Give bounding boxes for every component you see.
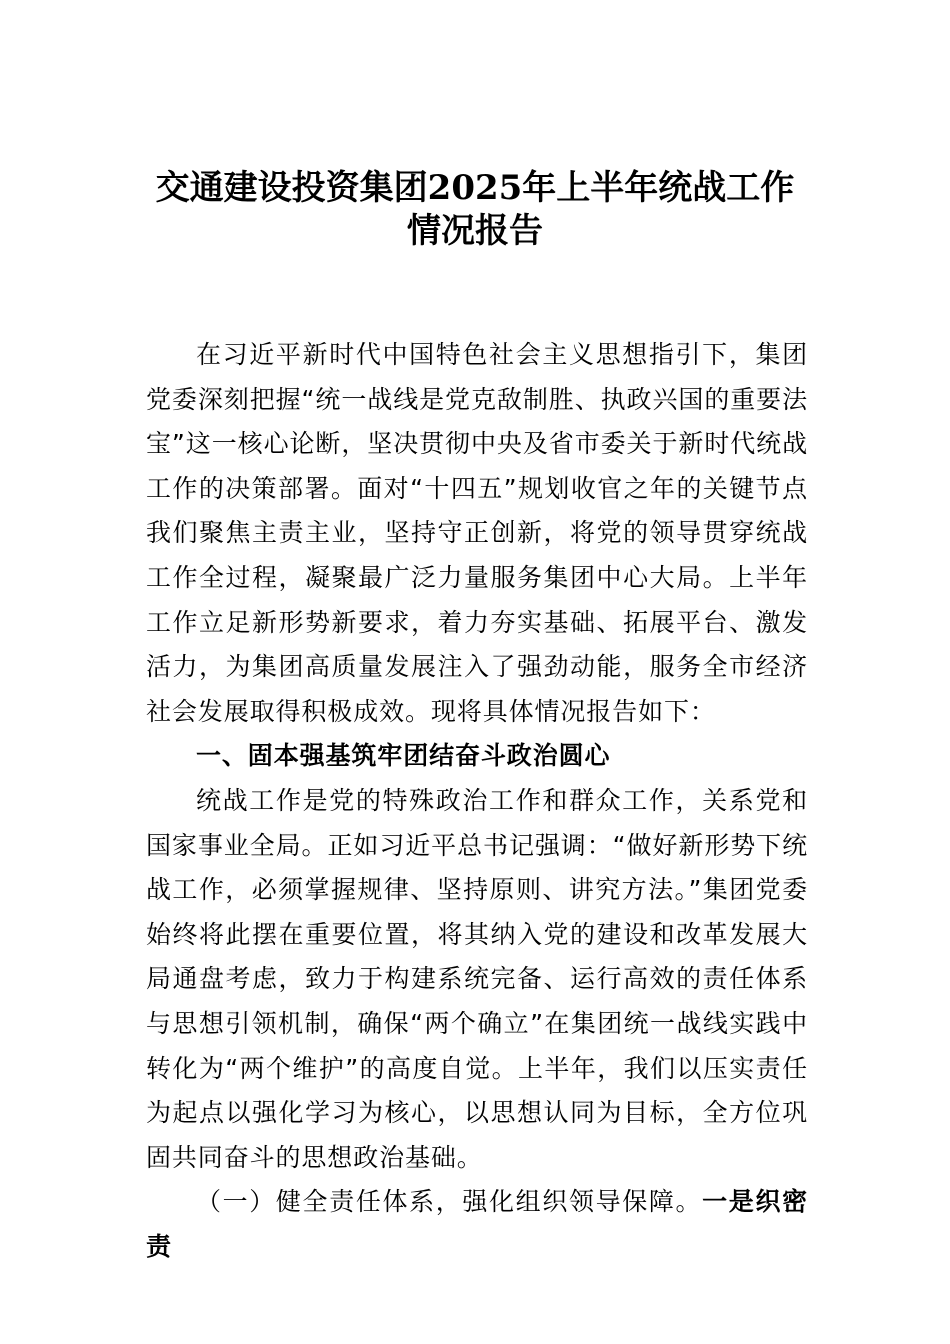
document-body — [146, 333, 808, 1269]
intro-paragraph: 在习近平新时代中国特色社会主义思想指引下，集团党委深刻把握“统一战线是党克敌制胜、执政兴国的重要法宝”这一核心论断，坚决贯彻中央及省市委关于新时代统战工作的决策部署。面对“十四五”规划收官之年的关键节点我们聚焦主责主业，坚持守正创新，将党的领导贯穿统战工作全过程，凝聚最广泛力量服务集团中心大局。上半年工作立足新形势新要求，着力夯实基础、拓展平台、激发活力，为集团高质量发展注入了强劲动能，服务全市经济社会发展取得积极成效。现将具体情况报告如下： — [146, 340, 808, 726]
document-title-line1: 交通建设投资集团2025年上半年统战工作 — [155, 168, 795, 208]
section1-paragraph: 统战工作是党的特殊政治工作和群众工作，关系党和国家事业全局。正如习近平总书记强调：“做好新形势下统战工作，必须掌握规律、坚持原则、讲究方法。”集团党委始终将此摆在重要位置，将其纳入党的建设和改革发展大局通盘考虑，致力于构建系统完备、运行高效的责任体系与思想引领机制，确保“两个确立”在集团统一战线实践中转化为“两个维护”的高度自觉。上半年，我们以压实责任为起点以强化学习为核心，以思想认同为目标，全方位巩固共同奋斗的思想政治基础。 — [146, 785, 808, 1172]
subsection1-heading: （一）健全责任体系，强化组织领导保障。 — [196, 1187, 703, 1217]
subsection1-lead: 一是织密责 — [146, 1187, 808, 1261]
subsection1-paragraph — [146, 1180, 808, 1269]
document-title-line2: 情况报告 — [407, 211, 543, 251]
section1-heading: 一、固本强基筑牢团结奋斗政治圆心 — [196, 741, 611, 771]
